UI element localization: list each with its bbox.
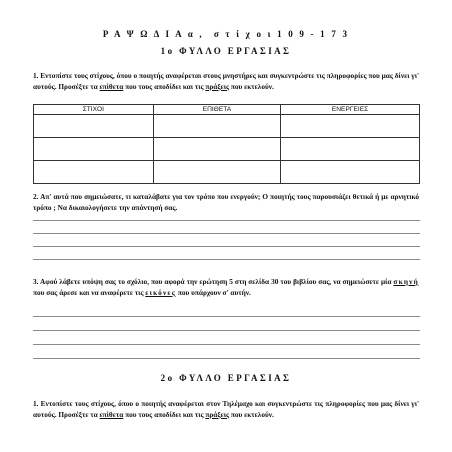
column-header-verses: ΣΤΙΧΟΙ <box>34 105 154 115</box>
q1-text-b: που τους αποδίδει και τις <box>123 81 206 91</box>
q3-text-a: 3. Αφού λάβετε υπόψη σας το σχόλιο, που αφορά την ερώτηση 5 στη σελίδα 30 του βιβλίου σας, να σημειώσετε μία <box>33 277 394 286</box>
table-cell[interactable] <box>153 115 280 138</box>
table-cell[interactable] <box>281 161 420 184</box>
ws2-q1-text-c: που εκτελούν. <box>229 409 274 419</box>
worksheet-2-heading: 2ο ΦΥΛΛΟ ΕΡΓΑΣΙΑΣ <box>160 373 292 383</box>
answer-line[interactable] <box>33 344 420 345</box>
ws2-q1-underlined-epitheta: επίθετα <box>99 409 124 419</box>
table-cell[interactable] <box>153 138 280 161</box>
document-title <box>0 29 452 39</box>
q1-text-a: 1. Εντοπίστε τους στίχους, όπου ο ποιητής αναφέρεται στους μνηστήρες και συγκεντρώστε τις πληροφορίες που μας δίνει γι' αυτούς. Προσέξτε τα <box>33 71 419 91</box>
table-row <box>34 161 420 184</box>
answer-table <box>33 104 420 184</box>
table-cell[interactable] <box>281 138 420 161</box>
table-cell[interactable] <box>34 138 154 161</box>
answer-line[interactable] <box>33 358 420 359</box>
q1-underlined-praxeis: πράξεις <box>205 81 230 91</box>
table-cell[interactable] <box>153 161 280 184</box>
ws2-q1-text-b: που τους αποδίδει και τις <box>123 409 206 419</box>
table-row <box>34 138 420 161</box>
table-row <box>34 115 420 138</box>
worksheet-1-question-1 <box>33 71 419 92</box>
worksheet-1-heading: 1ο ΦΥΛΛΟ ΕΡΓΑΣΙΑΣ <box>160 46 292 56</box>
column-header-actions: ΕΝΕΡΓΕΙΕΣ <box>281 105 420 115</box>
ws2-q1-text-a: 1. Εντοπίστε τους στίχους, όπου ο ποιητής αναφέρεται στον Τηλέμαχο και συγκεντρώστε τις πληροφορίες που μας δίνει γι' αυτούς. Προσέξτε τα <box>33 399 419 419</box>
worksheet-2-question-1 <box>33 399 419 420</box>
q3-text-c: που υπάρχουν σ' αυτήν. <box>176 287 251 297</box>
ws2-q1-underlined-praxeis: πράξεις <box>205 409 230 419</box>
column-header-epithets: ΕΠΙΘΕΤΑ <box>153 105 280 115</box>
q1-underlined-epitheta: επίθετα <box>99 81 124 91</box>
answer-line[interactable] <box>33 316 420 317</box>
answer-line[interactable] <box>33 233 420 234</box>
answer-line[interactable] <box>33 330 420 331</box>
answer-line[interactable] <box>33 220 420 221</box>
q3-underlined-skini: σκηνή <box>393 277 419 286</box>
table-cell[interactable] <box>34 115 154 138</box>
worksheet-1-question-3 <box>33 277 419 298</box>
table-cell[interactable] <box>281 115 420 138</box>
title-book: Ρ Α Ψ Ω Δ Ι Α α , <box>102 29 204 39</box>
answer-line[interactable] <box>33 259 420 260</box>
q1-text-c: που εκτελούν. <box>229 81 274 91</box>
table-header-row <box>34 105 420 115</box>
worksheet-1-question-2: 2. Απ' αυτά που σημειώσατε, τι καταλάβατε για τον τρόπο που ενεργούν; Ο ποιητής τους παρουσιάζει θετικά ή με αρνητικό τρόπο ; Να δικαιολογήσετε την απάντησή σας. <box>33 192 419 212</box>
q3-text-b: που σας άρεσε και να αναφέρετε τις <box>33 287 146 297</box>
title-verses: σ τ ί χ ο ι 1 0 9 - 1 7 3 <box>213 29 350 39</box>
answer-line[interactable] <box>33 246 420 247</box>
q3-underlined-eikones: εικόνες <box>145 287 177 297</box>
table-cell[interactable] <box>34 161 154 184</box>
